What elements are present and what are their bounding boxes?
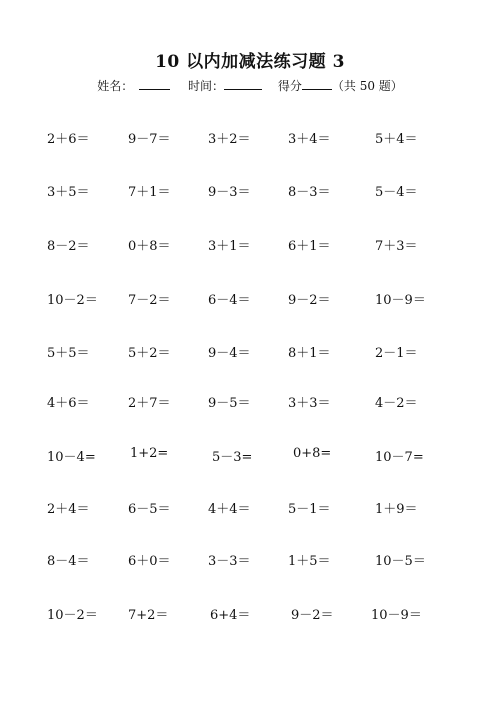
problem-item: 5－3= — [212, 450, 253, 465]
problem-item: 10－9＝ — [371, 608, 422, 623]
problem-item: 9－4＝ — [208, 346, 251, 361]
problem-item: 6＋1＝ — [288, 239, 331, 254]
problem-item: 1＋9＝ — [375, 502, 418, 517]
problem-item: 9－5＝ — [208, 396, 251, 411]
problem-item: 10－9＝ — [375, 293, 426, 308]
problem-item: 5＋2＝ — [128, 346, 171, 361]
problem-item: 2＋6＝ — [47, 132, 90, 147]
problem-item: 3＋1＝ — [208, 239, 251, 254]
name-blank — [139, 78, 170, 90]
problem-item: 2＋7＝ — [128, 396, 171, 411]
problem-row — [0, 498, 500, 518]
problem-item: 6＋0＝ — [128, 554, 171, 569]
problem-row — [0, 289, 500, 309]
problem-item: 5－1＝ — [288, 502, 331, 517]
problem-item: 5＋4＝ — [375, 132, 418, 147]
problem-item: 10－2＝ — [47, 293, 98, 308]
problem-item: 8－3＝ — [288, 185, 331, 200]
problem-item: 6－5＝ — [128, 502, 171, 517]
total-label: （共 50 题） — [331, 79, 403, 93]
score-blank — [302, 78, 332, 90]
problem-item: 10－5＝ — [375, 554, 426, 569]
problem-item: 4＋4＝ — [208, 502, 251, 517]
problem-item: 7＋3＝ — [375, 239, 418, 254]
problem-row — [0, 128, 500, 148]
problem-item: 3＋2＝ — [208, 132, 251, 147]
problem-item: 2－1＝ — [375, 346, 418, 361]
problem-item: 2＋4＝ — [47, 502, 90, 517]
problem-item: 6－4＝ — [208, 293, 251, 308]
problem-item: 3＋5＝ — [47, 185, 90, 200]
problem-item: 9－2＝ — [291, 608, 334, 623]
problem-row — [0, 446, 500, 466]
problem-item: 3＋4＝ — [288, 132, 331, 147]
problem-item: 10－7= — [375, 450, 424, 465]
time-blank — [224, 78, 262, 90]
problem-item: 8－4＝ — [47, 554, 90, 569]
problem-item: 7＋1＝ — [128, 185, 171, 200]
student-info-line — [0, 77, 500, 94]
problem-item: 3＋3＝ — [288, 396, 331, 411]
problem-item: 9－3＝ — [208, 185, 251, 200]
problem-row — [0, 342, 500, 362]
problem-item: 8＋1＝ — [288, 346, 331, 361]
problem-item: 9－7＝ — [128, 132, 171, 147]
problem-item: 1＋5＝ — [288, 554, 331, 569]
problem-item: 7+2＝ — [128, 608, 169, 623]
problem-item: 4－2＝ — [375, 396, 418, 411]
problem-row — [0, 235, 500, 255]
problem-item: 1+2= — [130, 446, 169, 461]
problem-item: 5－4＝ — [375, 185, 418, 200]
problem-row — [0, 392, 500, 412]
problem-item: 9－2＝ — [288, 293, 331, 308]
problem-row — [0, 550, 500, 570]
problem-item: 4＋6＝ — [47, 396, 90, 411]
problem-item: 3－3＝ — [208, 554, 251, 569]
problem-item: 0＋8＝ — [128, 239, 171, 254]
problem-item: 8－2＝ — [47, 239, 90, 254]
problem-item: 7－2＝ — [128, 293, 171, 308]
problem-row — [0, 181, 500, 201]
name-label: 姓名： — [97, 79, 134, 93]
problem-item: 10－4= — [47, 450, 96, 465]
time-label: 时间： — [188, 79, 225, 93]
problem-item: 10－2＝ — [47, 608, 98, 623]
score-label: 得分 — [277, 79, 302, 93]
problem-item: 5＋5＝ — [47, 346, 90, 361]
problem-item: 6+4＝ — [210, 608, 251, 623]
worksheet-title: 10 以内加减法练习题 3 — [155, 52, 345, 72]
problem-row — [0, 604, 500, 624]
problem-item: 0+8= — [293, 446, 332, 461]
